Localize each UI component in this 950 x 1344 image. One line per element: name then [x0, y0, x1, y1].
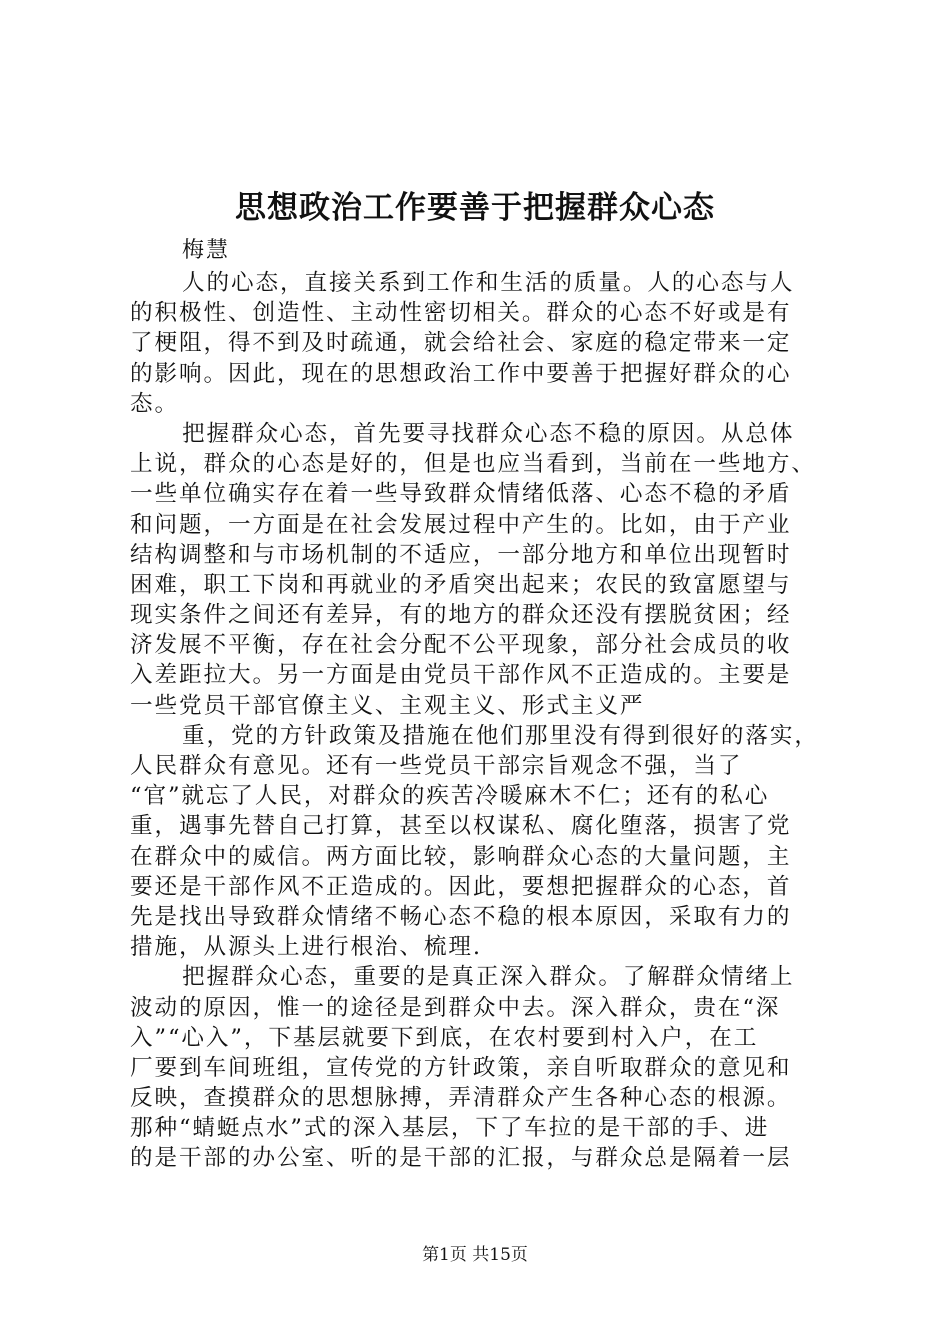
paragraph-line: 重，党的方针政策及措施在他们那里没有得到很好的落实， [182, 722, 819, 749]
paragraph-line: 和问题，一方面是在社会发展过程中产生的。比如，由于产业 [130, 511, 792, 538]
paragraph-line: 的影响。因此，现在的思想政治工作中要善于把握好群众的心 [130, 360, 792, 387]
paragraph-line: 厂要到车间班组，宣传党的方针政策，亲自听取群众的意见和 [130, 1054, 792, 1081]
paragraph-line: 上说，群众的心态是好的，但是也应当看到，当前在一些地方、 [130, 451, 816, 478]
author-name: 梅慧 [182, 238, 231, 263]
document-body [130, 268, 830, 1174]
paragraph-line: 在群众中的威信。两方面比较，影响群众心态的大量问题，主 [130, 843, 792, 870]
paragraph-line: 人的心态，直接关系到工作和生活的质量。人的心态与人 [182, 270, 795, 296]
paragraph-line: 重，遇事先替自己打算，甚至以权谋私、腐化堕落，损害了党 [130, 813, 792, 840]
paragraph-line: 结构调整和与市场机制的不适应，一部分地方和单位出现暂时 [130, 541, 792, 568]
paragraph-line: 济发展不平衡，存在社会分配不公平现象，部分社会成员的收 [130, 632, 792, 659]
paragraph [130, 268, 830, 419]
paragraph-line: 措施，从源头上进行根治、梳理. [130, 934, 482, 961]
paragraph-line: 把握群众心态，重要的是真正深入群众。了解群众情绪上 [182, 964, 795, 991]
paragraph-line: 那种“蜻蜓点水”式的深入基层，下了车拉的是干部的手、进 [130, 1115, 770, 1142]
paragraph-line: 了梗阻，得不到及时疏通，就会给社会、家庭的稳定带来一定 [130, 330, 792, 357]
paragraph-line: 入”“心入”，下基层就要下到底，在农村要到村入户，在工 [130, 1024, 759, 1051]
paragraph-line: 的积极性、创造性、主动性密切相关。群众的心态不好或是有 [130, 300, 792, 327]
paragraph-line: 把握群众心态，首先要寻找群众心态不稳的原因。从总体 [182, 420, 795, 447]
paragraph [130, 419, 830, 721]
document-title: 思想政治工作要善于把握群众心态 [235, 190, 715, 226]
paragraph-line: 反映，查摸群众的思想脉搏，弄清群众产生各种心态的根源。 [130, 1085, 792, 1112]
paragraph-line: 态。 [130, 390, 179, 417]
paragraph-line: 困难，职工下岗和再就业的矛盾突出起来；农民的致富愿望与 [130, 571, 792, 598]
paragraph-line: 先是找出导致群众情绪不畅心态不稳的根本原因，采取有力的 [130, 903, 792, 930]
page-footer: 第1页 共15页 [422, 1245, 528, 1265]
paragraph-line: 的是干部的办公室、听的是干部的汇报，与群众总是隔着一层 [130, 1145, 792, 1172]
paragraph-line: 要还是干部作风不正造成的。因此，要想把握群众的心态，首 [130, 873, 792, 900]
paragraph-line: 一些党员干部官僚主义、主观主义、形式主义严 [130, 692, 645, 719]
paragraph-line: 入差距拉大。另一方面是由党员干部作风不正造成的。主要是 [130, 662, 792, 689]
paragraph [130, 721, 830, 963]
paragraph [130, 962, 830, 1173]
paragraph-line: 现实条件之间还有差异，有的地方的群众还没有摆脱贫困；经 [130, 602, 792, 629]
paragraph-line: 一些单位确实存在着一些导致群众情绪低落、心态不稳的矛盾 [130, 481, 792, 508]
paragraph-line: 人民群众有意见。还有一些党员干部宗旨观念不强，当了 [130, 753, 743, 779]
paragraph-line: “官”就忘了人民，对群众的疾苦冷暖麻木不仁；还有的私心 [130, 783, 770, 810]
paragraph-line: 波动的原因，惟一的途径是到群众中去。深入群众，贵在“深 [130, 994, 781, 1021]
